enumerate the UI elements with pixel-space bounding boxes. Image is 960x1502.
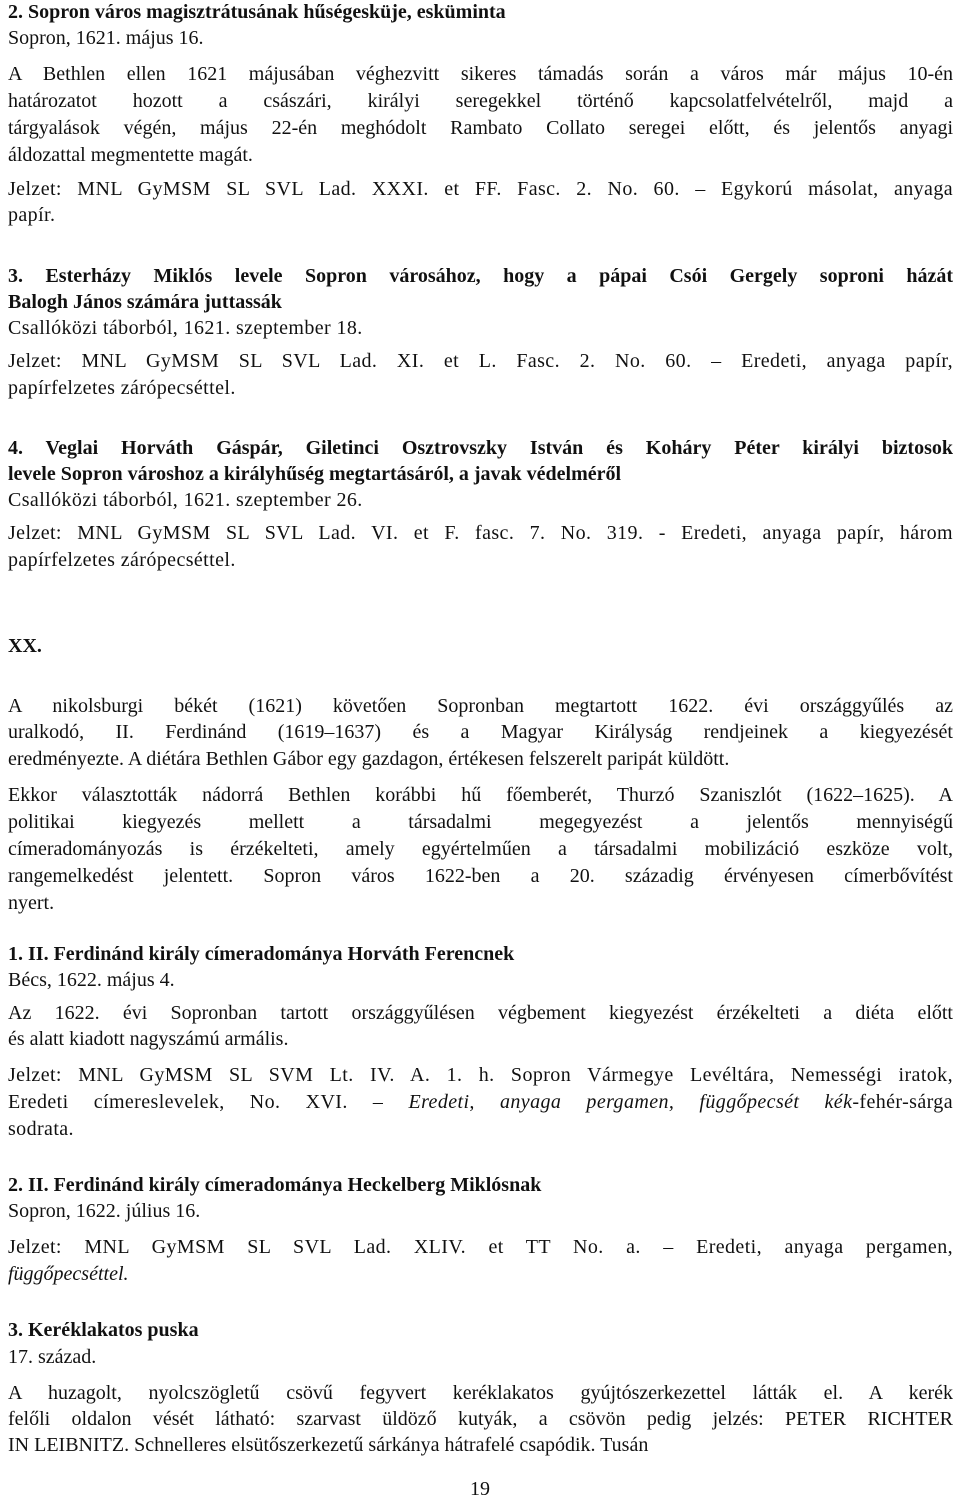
section-date: 17. század. <box>8 1346 97 1368</box>
section-heading: levele Sopron városhoz a királyhűség megtartásáról, a javak védelméről <box>8 463 622 485</box>
section-description: felőli oldalon vését látható: szarvast üldöző kutyák, a csövön pedig jelzés: PETER RICHTER <box>8 1408 953 1430</box>
section-heading: 1. II. Ferdinánd király címeradománya Horváth Ferencnek <box>8 943 515 965</box>
chapter-paragraph: eredményezte. A diétára Bethlen Gábor egy gazdagon, értékesen felszerelt paripát küldött. <box>8 748 730 770</box>
archival-reference: Jelzet: MNL GyMSM SL SVL Lad. XI. et L. Fasc. 2. No. 60. – Eredeti, anyaga papír, <box>8 350 953 372</box>
page-number: 19 <box>470 1478 490 1500</box>
chapter-paragraph: rangemelkedést jelentett. Sopron város 1622-ben a 20. századig érvényesen címerbővítést <box>8 865 953 887</box>
archival-reference: Jelzet: MNL GyMSM SL SVM Lt. IV. A. 1. h. Sopron Vármegye Levéltára, Nemességi iratok, <box>8 1064 953 1086</box>
archival-reference: papírfelzetes zárópecséttel. <box>8 549 236 571</box>
section-description: A Bethlen ellen 1621 májusában véghezvitt sikeres támadás során a város már május 10-én <box>8 63 953 85</box>
section-description: és alatt kiadott nagyszámú armális. <box>8 1028 289 1050</box>
archival-reference <box>8 1090 953 1114</box>
section-description: Az 1622. évi Sopronban tartott országgyűlésen végbement kiegyezést érzékelteti a diéta előtt <box>8 1002 953 1024</box>
archival-reference: papír. <box>8 204 56 226</box>
section-description: tárgyalások végén, május 22-én meghódolt Rambato Collato seregei előtt, és jelentős anyagi <box>8 117 953 139</box>
chapter-paragraph: A nikolsburgi békét (1621) követően Sopronban megtartott 1622. évi országgyűlés az <box>8 695 953 717</box>
section-description: határozatot hozott a császári, királyi seregekkel történő kapcsolatfelvételről, majd a <box>8 90 953 112</box>
archival-reference: Jelzet: MNL GyMSM SL SVL Lad. VI. et F. fasc. 7. No. 319. - Eredeti, anyaga papír, három <box>8 522 953 544</box>
section-description: IN LEIBNITZ. Schnelleres elsütőszerkezetű sárkánya hátrafelé csapódik. Tusán <box>8 1434 649 1456</box>
section-heading: 4. Veglai Horváth Gáspár, Giletinci Osztrovszky István és Koháry Péter királyi biztosok <box>8 437 953 459</box>
section-heading: 2. Sopron város magisztrátusának hűségesküje, eskümintа <box>8 1 506 23</box>
section-heading: 2. II. Ferdinánd király címeradománya Heckelberg Miklósnak <box>8 1174 542 1196</box>
section-date: Csallóközi táborból, 1621. szeptember 26. <box>8 489 363 511</box>
section-date: Sopron, 1622. július 16. <box>8 1200 201 1222</box>
chapter-paragraph: címeradományozás is érzékelteti, amely egyértelműen a társadalmi mobilizáció eszköze volt, <box>8 838 953 860</box>
archival-reference-italic: Eredeti, anyaga pergamen, függőpecsét kék <box>408 1091 853 1113</box>
archival-reference: sodrata. <box>8 1118 74 1140</box>
chapter-paragraph: Ekkor választották nádorrá Bethlen korábbi hű főemberét, Thurzó Szaniszlót (1622–1625). A <box>8 784 953 806</box>
section-heading: 3. Esterházy Miklós levele Sopron városához, hogy a pápai Csói Gergely soproni házát <box>8 265 953 287</box>
archival-reference: függőpecséttel. <box>8 1263 129 1285</box>
archival-reference: Jelzet: MNL GyMSM SL SVL Lad. XLIV. et TT No. a. – Eredeti, anyaga pergamen, <box>8 1236 953 1258</box>
chapter-title: XX. <box>8 635 42 657</box>
section-heading: Balogh János számára juttassák <box>8 291 282 313</box>
archival-reference-text: -fehér-sárga <box>852 1091 953 1113</box>
archival-reference-text: Eredeti címereslevelek, No. XVI. – <box>8 1091 409 1113</box>
section-date: Sopron, 1621. május 16. <box>8 27 204 49</box>
section-date: Bécs, 1622. május 4. <box>8 969 175 991</box>
archival-reference: Jelzet: MNL GyMSM SL SVL Lad. XXXI. et FF. Fasc. 2. No. 60. – Egykorú másolat, anyaga <box>8 178 953 200</box>
chapter-paragraph: nyert. <box>8 892 55 914</box>
section-description: A huzagolt, nyolcszögletű csövű fegyvert keréklakatos gyújtószerkezettel látták el. A kerék <box>8 1382 953 1404</box>
chapter-paragraph: politikai kiegyezés mellett a társadalmi megegyezést a jelentős mennyiségű <box>8 811 953 833</box>
chapter-paragraph: uralkodó, II. Ferdinánd (1619–1637) és a Magyar Királyság rendjeinek a kiegyezését <box>8 721 953 743</box>
section-date: Csallóközi táborból, 1621. szeptember 18. <box>8 317 363 339</box>
archival-reference: papírfelzetes zárópecséttel. <box>8 377 236 399</box>
section-description: áldozattal megmentette magát. <box>8 144 253 166</box>
section-heading: 3. Keréklakatos puska <box>8 1319 199 1341</box>
